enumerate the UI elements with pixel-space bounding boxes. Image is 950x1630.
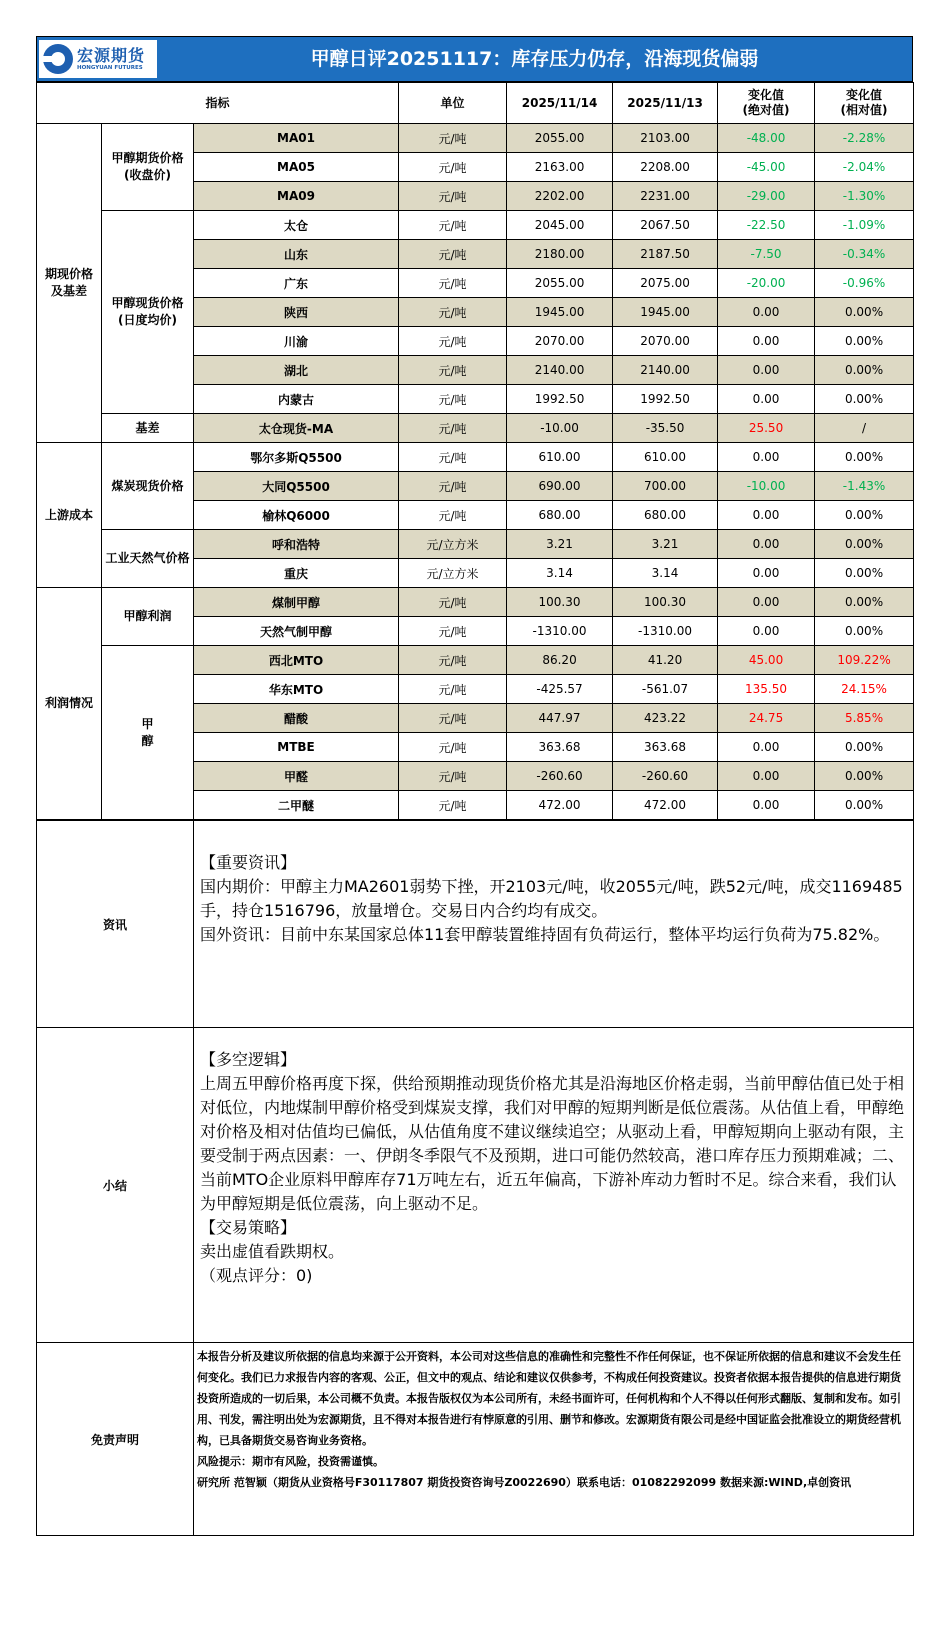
cell-v2: 700.00 — [613, 472, 718, 501]
cell-v2: 3.21 — [613, 530, 718, 559]
cell-name: 大同Q5500 — [194, 472, 399, 501]
cell-v1: 1992.50 — [507, 385, 613, 414]
cell-abs: 0.00 — [718, 298, 815, 327]
cell-rel: 0.00% — [815, 530, 914, 559]
cell-name: 太仓 — [194, 211, 399, 240]
cell-v2: 100.30 — [613, 588, 718, 617]
disclaimer-body: 本报告分析及建议所依据的信息均来源于公开资料，本公司对这些信息的准确性和完整性不作任何保证，也不保证所依据的信息和建议不会发生任何变化。我们已力求报告内容的客观、公正，但文中的观点、结论和建议仅供参考，不构成任何投资建议。投资者依据本报告提供的信息进行期货投资所造成的一切后果，本公司概不负责。本报告版权仅为本公司所有，未经书面许可，任何机构和个人不得以任何形式翻版、复制和发布。如引用、刊发，需注明出处为宏源期货，且不得对本报告进行有悖原意的引用、删节和修改。宏源期货有限公司是经中国证监会批准设立的期货经营机构，已具备期货交易咨询业务资格。 — [197, 1350, 901, 1447]
cell-rel: -1.09% — [815, 211, 914, 240]
cell-abs: -20.00 — [718, 269, 815, 298]
group-label: 甲醇期货价格 (收盘价) — [102, 124, 194, 211]
cell-v2: 423.22 — [613, 704, 718, 733]
cell-name: 醋酸 — [194, 704, 399, 733]
summary-strategy: 卖出虚值看跌期权。 — [200, 1242, 345, 1261]
cell-rel: / — [815, 414, 914, 443]
cell-unit: 元/吨 — [399, 675, 507, 704]
cell-rel: 0.00% — [815, 588, 914, 617]
table-row — [37, 443, 914, 472]
cell-abs: 0.00 — [718, 733, 815, 762]
cell-name: 甲醛 — [194, 762, 399, 791]
logo-mark-icon — [43, 44, 73, 74]
cell-unit: 元/吨 — [399, 501, 507, 530]
cell-abs: -7.50 — [718, 240, 815, 269]
cell-abs: -29.00 — [718, 182, 815, 211]
col-header-indicator: 指标 — [37, 83, 399, 124]
group-label: 工业天然气价格 — [102, 530, 194, 588]
summary-logic: 上周五甲醇价格再度下探，供给预期推动现货价格尤其是沿海地区价格走弱，当前甲醇估值已处于相对低位，内地煤制甲醇价格受到煤炭支撑，我们对甲醇的短期判断是低位震荡。从估值上看，甲醇绝对价格及相对估值均已偏低，从估值角度不建议继续追空；从驱动上看，甲醇短期向上驱动有限，主要受制于两点因素：一、伊朗冬季限气不及预期，进口可能仍然较高，港口库存压力预期难减；二、当前MTO企业原料甲醇库存71万吨左右，近五年偏高，下游补库动力暂时不足。综合来看，我们认为甲醇短期是低位震荡，向上驱动不足。 — [200, 1074, 905, 1213]
cell-name: 鄂尔多斯Q5500 — [194, 443, 399, 472]
author-info: 研究所 范智颖（期货从业资格号F30117807 期货投资咨询号Z0022690）联系电话：01082292099 数据来源:WIND,卓创资讯 — [197, 1476, 852, 1489]
cell-unit: 元/立方米 — [399, 559, 507, 588]
cell-v2: 1945.00 — [613, 298, 718, 327]
cell-v1: 472.00 — [507, 791, 613, 820]
cell-unit: 元/吨 — [399, 704, 507, 733]
cell-name: 山东 — [194, 240, 399, 269]
price-table — [36, 82, 914, 820]
cell-name: 内蒙古 — [194, 385, 399, 414]
cell-unit: 元/吨 — [399, 762, 507, 791]
cell-v2: 680.00 — [613, 501, 718, 530]
table-row — [37, 211, 914, 240]
cell-name: 华东MTO — [194, 675, 399, 704]
summary-logic-heading: 【多空逻辑】 — [200, 1050, 297, 1069]
cell-name: 榆林Q6000 — [194, 501, 399, 530]
cell-name: 呼和浩特 — [194, 530, 399, 559]
summary-score: （观点评分：0) — [200, 1266, 313, 1285]
cell-v1: 2180.00 — [507, 240, 613, 269]
cell-abs: 0.00 — [718, 762, 815, 791]
cell-abs: -10.00 — [718, 472, 815, 501]
cell-v2: 2187.50 — [613, 240, 718, 269]
cell-name: MA01 — [194, 124, 399, 153]
news-content — [194, 821, 914, 1028]
cell-name: 川渝 — [194, 327, 399, 356]
summary-strategy-heading: 【交易策略】 — [200, 1218, 297, 1237]
summary-label: 小结 — [37, 1028, 194, 1343]
cell-v2: 2103.00 — [613, 124, 718, 153]
cell-v2: 2140.00 — [613, 356, 718, 385]
cell-unit: 元/吨 — [399, 414, 507, 443]
cell-v1: 690.00 — [507, 472, 613, 501]
cell-v1: -10.00 — [507, 414, 613, 443]
cell-rel: 0.00% — [815, 443, 914, 472]
cell-unit: 元/立方米 — [399, 530, 507, 559]
cell-name: 湖北 — [194, 356, 399, 385]
cell-unit: 元/吨 — [399, 182, 507, 211]
section-label: 上游成本 — [37, 443, 102, 588]
group-label: 煤炭现货价格 — [102, 443, 194, 530]
cell-rel: 0.00% — [815, 356, 914, 385]
cell-abs: 0.00 — [718, 327, 815, 356]
cell-rel: 24.15% — [815, 675, 914, 704]
cell-v2: 2067.50 — [613, 211, 718, 240]
cell-v2: 1992.50 — [613, 385, 718, 414]
cell-unit: 元/吨 — [399, 588, 507, 617]
cell-v1: 447.97 — [507, 704, 613, 733]
news-label: 资讯 — [37, 821, 194, 1028]
cell-name: MA09 — [194, 182, 399, 211]
cell-rel: 5.85% — [815, 704, 914, 733]
disclaimer-content — [194, 1343, 914, 1536]
cell-abs: 45.00 — [718, 646, 815, 675]
cell-rel: 0.00% — [815, 327, 914, 356]
cell-rel: 0.00% — [815, 559, 914, 588]
cell-v2: -1310.00 — [613, 617, 718, 646]
col-header-rel-change: 变化值 (相对值) — [815, 83, 914, 124]
cell-unit: 元/吨 — [399, 472, 507, 501]
cell-v1: -1310.00 — [507, 617, 613, 646]
cell-rel: -1.30% — [815, 182, 914, 211]
cell-unit: 元/吨 — [399, 617, 507, 646]
cell-unit: 元/吨 — [399, 791, 507, 820]
cell-unit: 元/吨 — [399, 124, 507, 153]
cell-abs: 0.00 — [718, 501, 815, 530]
group-label: 甲醇利润 — [102, 588, 194, 646]
cell-v2: 472.00 — [613, 791, 718, 820]
cell-unit: 元/吨 — [399, 153, 507, 182]
col-header-date2: 2025/11/13 — [613, 83, 718, 124]
cell-v1: 2045.00 — [507, 211, 613, 240]
table-row — [37, 530, 914, 559]
cell-unit: 元/吨 — [399, 327, 507, 356]
cell-v1: 2140.00 — [507, 356, 613, 385]
page-title: 甲醇日评20251117：库存压力仍存，沿海现货偏弱 — [310, 48, 759, 70]
cell-rel: -0.96% — [815, 269, 914, 298]
cell-v2: 610.00 — [613, 443, 718, 472]
cell-v2: -35.50 — [613, 414, 718, 443]
col-header-unit: 单位 — [399, 83, 507, 124]
cell-abs: -22.50 — [718, 211, 815, 240]
report — [36, 36, 913, 1536]
cell-rel: 0.00% — [815, 298, 914, 327]
risk-note: 风险提示：期市有风险，投资需谨慎。 — [197, 1455, 384, 1468]
cell-abs: 0.00 — [718, 443, 815, 472]
cell-rel: -0.34% — [815, 240, 914, 269]
cell-v1: 100.30 — [507, 588, 613, 617]
cell-abs: 0.00 — [718, 559, 815, 588]
cell-unit: 元/吨 — [399, 211, 507, 240]
cell-v1: 363.68 — [507, 733, 613, 762]
cell-name: MA05 — [194, 153, 399, 182]
col-header-abs-change: 变化值 (绝对值) — [718, 83, 815, 124]
cell-rel: 0.00% — [815, 791, 914, 820]
cell-v1: 3.21 — [507, 530, 613, 559]
cell-v2: 2075.00 — [613, 269, 718, 298]
logo-cn-text: 宏源期货 — [77, 45, 146, 65]
cell-v1: 680.00 — [507, 501, 613, 530]
cell-v2: 2208.00 — [613, 153, 718, 182]
table-header-row — [37, 83, 914, 124]
cell-rel: -1.43% — [815, 472, 914, 501]
cell-abs: 0.00 — [718, 530, 815, 559]
cell-name: 重庆 — [194, 559, 399, 588]
cell-v1: 610.00 — [507, 443, 613, 472]
col-header-date1: 2025/11/14 — [507, 83, 613, 124]
cell-rel: 0.00% — [815, 733, 914, 762]
cell-name: 广东 — [194, 269, 399, 298]
cell-v1: 2070.00 — [507, 327, 613, 356]
cell-v2: -260.60 — [613, 762, 718, 791]
cell-abs: 0.00 — [718, 588, 815, 617]
cell-v1: 2163.00 — [507, 153, 613, 182]
cell-unit: 元/吨 — [399, 298, 507, 327]
cell-v2: 41.20 — [613, 646, 718, 675]
cell-rel: -2.28% — [815, 124, 914, 153]
cell-name: 二甲醚 — [194, 791, 399, 820]
section-label: 利润情况 — [37, 588, 102, 820]
disclaimer-label: 免责声明 — [37, 1343, 194, 1536]
cell-v1: 3.14 — [507, 559, 613, 588]
cell-v2: 2231.00 — [613, 182, 718, 211]
cell-name: 陕西 — [194, 298, 399, 327]
cell-v1: 2055.00 — [507, 269, 613, 298]
news-domestic: 国内期价：甲醇主力MA2601弱势下挫，开2103元/吨，收2055元/吨，跌52元/吨，成交1169485手，持仓1516796，放量增仓。交易日内合约均有成交。 — [200, 877, 903, 920]
cell-unit: 元/吨 — [399, 240, 507, 269]
table-row — [37, 124, 914, 153]
company-logo — [39, 40, 157, 78]
summary-content — [194, 1028, 914, 1343]
cell-abs: 135.50 — [718, 675, 815, 704]
news-heading: 【重要资讯】 — [200, 853, 297, 872]
cell-v1: 86.20 — [507, 646, 613, 675]
group-label: 甲醇现货价格 (日度均价) — [102, 211, 194, 414]
cell-v1: -425.57 — [507, 675, 613, 704]
cell-abs: 0.00 — [718, 791, 815, 820]
cell-rel: 0.00% — [815, 762, 914, 791]
cell-v1: 2055.00 — [507, 124, 613, 153]
cell-unit: 元/吨 — [399, 646, 507, 675]
cell-unit: 元/吨 — [399, 269, 507, 298]
cell-rel: 0.00% — [815, 617, 914, 646]
cell-name: 太仓现货-MA — [194, 414, 399, 443]
cell-unit: 元/吨 — [399, 443, 507, 472]
cell-v2: -561.07 — [613, 675, 718, 704]
cell-v2: 3.14 — [613, 559, 718, 588]
cell-rel: 109.22% — [815, 646, 914, 675]
cell-rel: 0.00% — [815, 385, 914, 414]
cell-v1: 2202.00 — [507, 182, 613, 211]
cell-abs: 24.75 — [718, 704, 815, 733]
cell-v2: 2070.00 — [613, 327, 718, 356]
cell-abs: 0.00 — [718, 617, 815, 646]
cell-name: 煤制甲醇 — [194, 588, 399, 617]
group-label: 甲 醇 — [102, 646, 194, 820]
table-row — [37, 646, 914, 675]
commentary-table — [36, 820, 914, 1536]
cell-v2: 363.68 — [613, 733, 718, 762]
cell-v1: 1945.00 — [507, 298, 613, 327]
cell-name: 西北MTO — [194, 646, 399, 675]
cell-abs: -48.00 — [718, 124, 815, 153]
cell-unit: 元/吨 — [399, 356, 507, 385]
cell-abs: 25.50 — [718, 414, 815, 443]
cell-abs: 0.00 — [718, 356, 815, 385]
cell-abs: -45.00 — [718, 153, 815, 182]
cell-v1: -260.60 — [507, 762, 613, 791]
cell-rel: -2.04% — [815, 153, 914, 182]
section-label: 期现价格 及基差 — [37, 124, 102, 443]
report-header — [36, 36, 913, 82]
cell-unit: 元/吨 — [399, 385, 507, 414]
news-foreign: 国外资讯：目前中东某国家总体11套甲醇装置维持固有负荷运行，整体平均运行负荷为75.82%。 — [200, 925, 890, 944]
cell-rel: 0.00% — [815, 501, 914, 530]
group-label: 基差 — [102, 414, 194, 443]
logo-en-text: HONGYUAN FUTURES — [77, 64, 143, 71]
cell-name: MTBE — [194, 733, 399, 762]
cell-name: 天然气制甲醇 — [194, 617, 399, 646]
cell-abs: 0.00 — [718, 385, 815, 414]
table-row — [37, 414, 914, 443]
table-row — [37, 588, 914, 617]
cell-unit: 元/吨 — [399, 733, 507, 762]
